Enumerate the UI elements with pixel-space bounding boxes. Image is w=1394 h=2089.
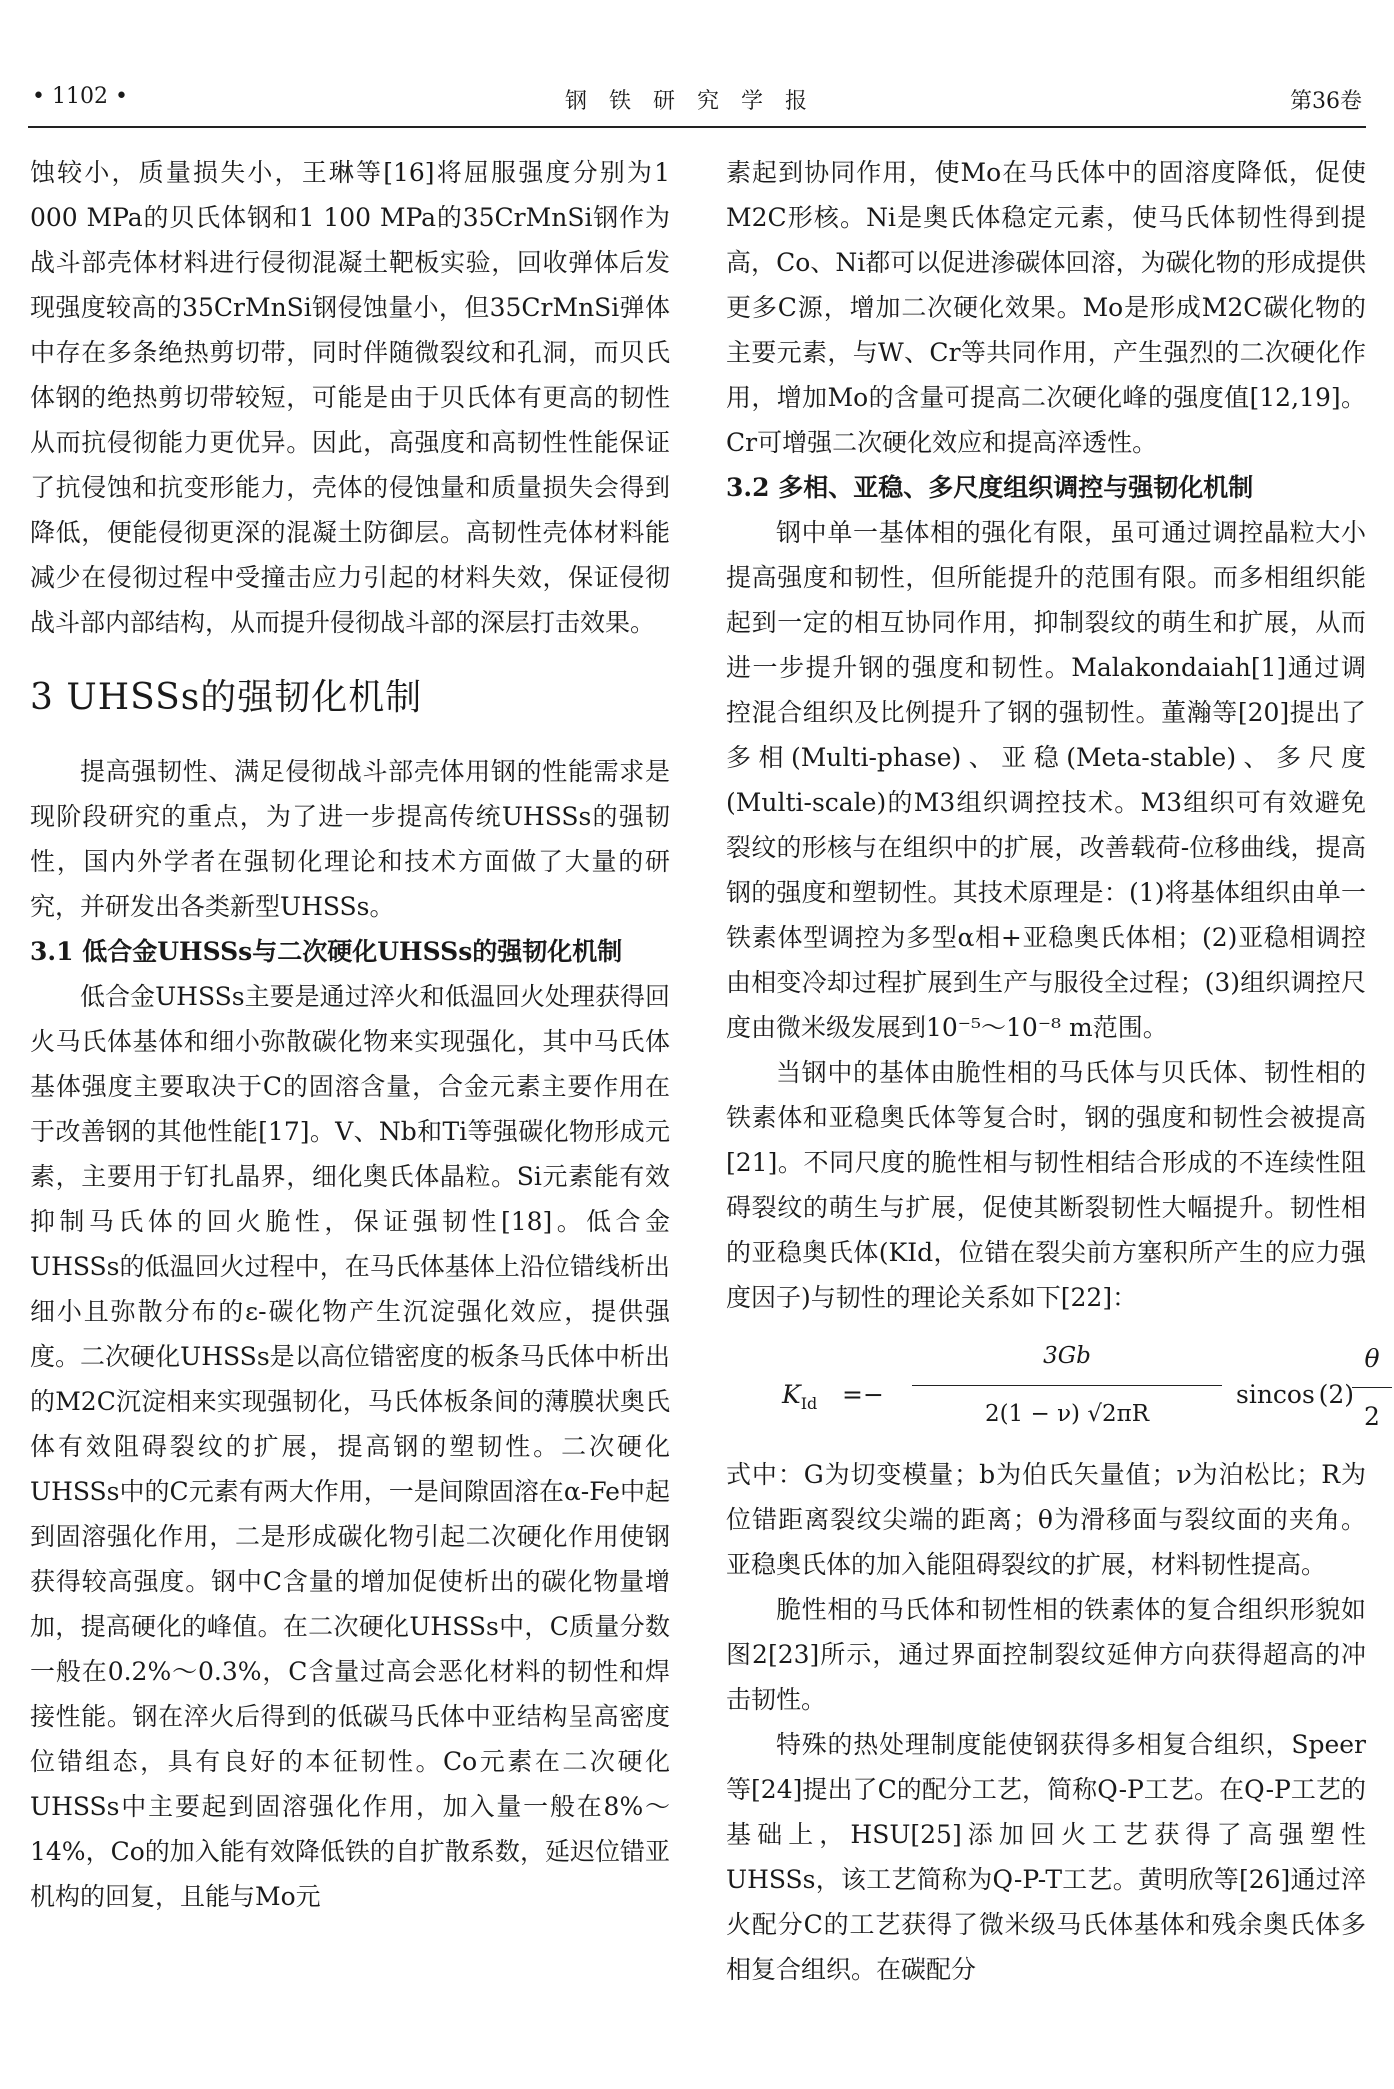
paragraph: 钢中单一基体相的强化有限，虽可通过调控晶粒大小提高强度和韧性，但所能提升的范围有限。而多相组织能起到一定的相互协同作用，抑制裂纹的萌生和扩展，从而进一步提升钢的强度和韧性。Malakondaiah[1]通过调控混合组织及比例提升了钢的强韧性。董瀚等[20]提出了多相(Multi-phase)、亚稳(Meta-stable)、多尺度(Multi-scale)的M3组织调控技术。M3组织可有效避免裂纹的形核与在组织中的扩展，改善载荷-位移曲线，提高钢的强度和塑韧性。其技术原理是：(1)将基体组织由单一铁素体型调控为多型α相+亚稳奥氏体相；(2)亚稳相调控由相变冷却过程扩展到生产与服役全过程；(3)组织调控尺度由微米级发展到10⁻⁵～10⁻⁸ m范围。 <box>726 518 1366 1042</box>
page-number: • 1102 • <box>32 84 128 109</box>
paragraph: 式中：G为切变模量；b为伯氏矢量值；ν为泊松比；R为位错距离裂纹尖端的距离；θ为滑移面与裂纹面的夹角。亚稳奥氏体的加入能阻碍裂纹的扩展，材料韧性提高。 <box>726 1460 1366 1579</box>
journal-title: 钢铁研究学报 <box>564 89 829 114</box>
page-header <box>28 74 1366 114</box>
equation-2 <box>726 1328 1380 1446</box>
formula-fraction <box>902 1334 1232 1437</box>
subsection-heading: 3.1 低合金UHSSs与二次硬化UHSSs的强韧化机制 <box>30 937 623 966</box>
formula-equals: =− <box>842 1380 884 1409</box>
paragraph: 低合金UHSSs主要是通过淬火和低温回火处理获得回火马氏体基体和细小弥散碳化物来实现强化，其中马氏体基体强度主要取决于C的固溶含量，合金元素主要作用在于改善钢的其他性能[17]。V、Nb和Ti等强碳化物形成元素，主要用于钉扎晶界，细化奥氏体晶粒。Si元素能有效抑制马氏体的回火脆性，保证强韧性[18]。低合金UHSSs的低温回火过程中，在马氏体基体上沿位错线析出细小且弥散分布的ε-碳化物产生沉淀强化效应，提供强度。二次硬化UHSSs是以高位错密度的板条马氏体中析出的M2C沉淀相来实现强韧化，马氏体板条间的薄膜状奥氏体有效阻碍裂纹的扩展，提高钢的塑韧性。二次硬化UHSSs中的C元素有两大作用，一是间隙固溶在α-Fe中起到固溶强化作用，二是形成碳化物引起二次硬化作用使钢获得较高强度。钢中C含量的增加促使析出的碳化物量增加，提高硬化的峰值。在二次硬化UHSSs中，C质量分数一般在0.2%～0.3%，C含量过高会恶化材料的韧性和焊接性能。钢在淬火后得到的低碳马氏体中亚结构呈高密度位错组态，具有良好的本征韧性。Co元素在二次硬化UHSSs中主要起到固溶强化作用，加入量一般在8%～14%，Co的加入能有效降低铁的自扩散系数，延迟位错亚机构的回复，且能与Mo元 <box>30 982 670 1911</box>
formula-trig: sincos <box>1236 1380 1315 1409</box>
formula-lhs: $K_{Id}$ <box>782 1380 818 1413</box>
formula-denominator: 2(1 − ν) √2πR <box>984 1401 1150 1427</box>
header-rule <box>28 126 1366 128</box>
formula-angle: θ 2 <box>1352 1336 1392 1439</box>
paragraph: 当钢中的基体由脆性相的马氏体与贝氏体、韧性相的铁素体和亚稳奥氏体等复合时，钢的强度和韧性会被提高[21]。不同尺度的脆性相与韧性相结合形成的不连续性阻碍裂纹的萌生与扩展，促使其断裂韧性大幅提升。韧性相的亚稳奥氏体(KId，位错在裂尖前方塞积所产生的应力强度因子)与韧性的理论关系如下[22]： <box>726 1058 1366 1312</box>
volume-label: 第36卷 <box>1290 89 1362 114</box>
section-heading: 3 UHSSs的强韧化机制 <box>30 677 423 718</box>
paragraph: 蚀较小，质量损失小，王琳等[16]将屈服强度分别为1 000 MPa的贝氏体钢和1 100 MPa的35CrMnSi钢作为战斗部壳体材料进行侵彻混凝土靶板实验，回收弹体后发现强度较高的35CrMnSi钢侵蚀量小，但35CrMnSi弹体中存在多条绝热剪切带，同时伴随微裂纹和孔洞，而贝氏体钢的绝热剪切带较短，可能是由于贝氏体有更高的韧性从而抗侵彻能力更优异。因此，高强度和高韧性性能保证了抗侵蚀和抗变形能力，壳体的侵蚀量和质量损失会得到降低，便能侵彻更深的混凝土防御层。高韧性壳体材料能减少在侵彻过程中受撞击应力引起的材料失效，保证侵彻战斗部内部结构，从而提升侵彻战斗部的深层打击效果。 <box>30 158 670 637</box>
paragraph: 提高强韧性、满足侵彻战斗部壳体用钢的性能需求是现阶段研究的重点，为了进一步提高传统UHSSs的强韧性，国内外学者在强韧化理论和技术方面做了大量的研究，并研发出各类新型UHSSs。 <box>30 757 670 921</box>
right-column <box>726 150 1380 1992</box>
paragraph: 脆性相的马氏体和韧性相的铁素体的复合组织形貌如图2[23]所示，通过界面控制裂纹延伸方向获得超高的冲击韧性。 <box>726 1595 1366 1714</box>
paragraph: 素起到协同作用，使Mo在马氏体中的固溶度降低，促使M2C形核。Ni是奥氏体稳定元素，使马氏体韧性得到提高，Co、Ni都可以促进渗碳体回溶，为碳化物的形成提供更多C源，增加二次硬化效果。Mo是形成M2C碳化物的主要元素，与W、Cr等共同作用，产生强烈的二次硬化作用，增加Mo的含量可提高二次硬化峰的强度值[12,19]。Cr可增强二次硬化效应和提高淬透性。 <box>726 158 1366 457</box>
left-column <box>30 150 670 1919</box>
equation-number: (2) <box>1318 1380 1354 1409</box>
paragraph: 特殊的热处理制度能使钢获得多相复合组织，Speer等[24]提出了C的配分工艺，简称Q-P工艺。在Q-P工艺的基础上，HSU[25]添加回火工艺获得了高强塑性UHSSs，该工艺简称为Q-P-T工艺。黄明欣等[26]通过淬火配分C的工艺获得了微米级马氏体基体和残余奥氏体多相复合组织。在碳配分 <box>726 1730 1366 1984</box>
formula-numerator: 3Gb <box>1043 1343 1091 1369</box>
subsection-heading: 3.2 多相、亚稳、多尺度组织调控与强韧化机制 <box>726 473 1254 502</box>
